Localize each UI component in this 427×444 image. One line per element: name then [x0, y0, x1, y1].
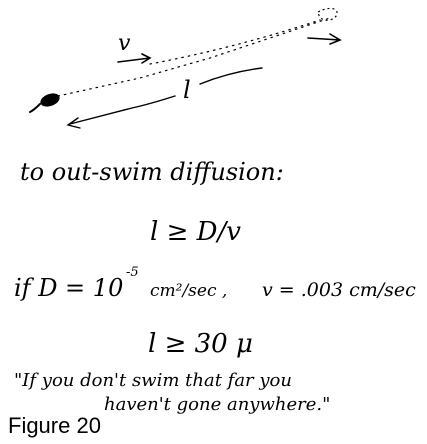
- run-curve-dotted-line: [150, 20, 320, 64]
- bacterium-icon: [39, 91, 62, 109]
- condition-part2: v = .003 cm/sec: [262, 279, 416, 301]
- length-label: l: [183, 76, 191, 104]
- velocity-label: v: [118, 31, 131, 56]
- end-arrow-icon: [308, 34, 340, 44]
- quote-line-2: haven't gone anywhere.": [104, 394, 331, 415]
- quote-line-1: "If you don't swim that far you: [14, 370, 292, 391]
- figure-caption: Figure 20: [8, 413, 101, 438]
- inequality-1: l ≥ D/v: [150, 217, 241, 247]
- length-arrow-right-line: [200, 68, 262, 84]
- condition-unit: cm²/sec ,: [150, 281, 228, 301]
- condition-exponent: -5: [126, 265, 139, 280]
- bacterium-flagellum: [30, 104, 40, 112]
- length-arrow-line: [70, 96, 175, 124]
- inequality-2: l ≥ 30 μ: [148, 329, 253, 359]
- condition-part1: if D = 10: [14, 274, 124, 302]
- heading-text: to out-swim diffusion:: [20, 158, 284, 186]
